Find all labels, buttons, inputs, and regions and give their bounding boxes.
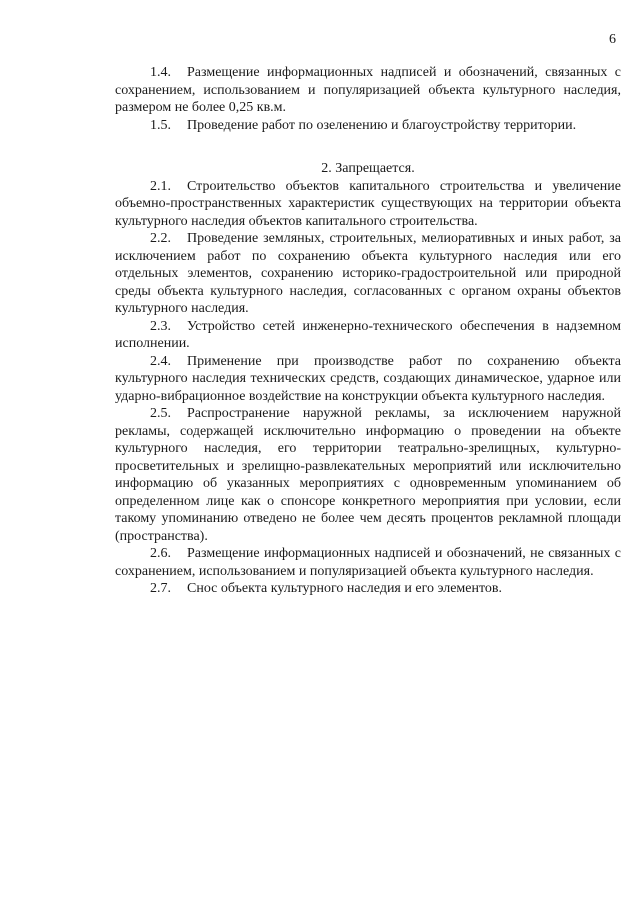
item-text: Устройство сетей инженерно-технического обеспечения в надземном исполнении. <box>115 318 621 351</box>
list-item <box>115 178 621 231</box>
document-body <box>115 64 621 598</box>
item-text: Размещение информационных надписей и обозначений, связанных с сохранением, использованием и популяризацией объекта культурного наследия, размером не более 0,25 кв.м. <box>115 65 621 115</box>
page-number: 6 <box>609 32 616 47</box>
item-number: 2.7. <box>150 581 171 596</box>
item-number: 2.6. <box>150 546 171 561</box>
item-number: 1.4. <box>150 65 171 80</box>
item-number: 2.4. <box>150 353 171 369</box>
list-item <box>115 318 621 353</box>
list-item <box>115 230 621 318</box>
item-number: 2.2. <box>150 231 171 246</box>
list-item <box>115 580 621 598</box>
item-text: Проведение земляных, строительных, мелиоративных и иных работ, за исключением работ по сохранению объекта культурного наследия или его отдельных элементов, сохранению историко-градостроительной или природной среды объекта культурного наследия, согласованных с органом охраны объектов культурного наследия. <box>115 231 621 316</box>
list-item <box>115 64 621 117</box>
item-text: Проведение работ по озеленению и благоустройству территории. <box>187 117 577 133</box>
list-item <box>115 353 621 406</box>
item-text: Строительство объектов капитального строительства и увеличение объемно-пространственных характеристик существующих на территории объекта культурного наследия объектов капитального строительства. <box>115 178 621 229</box>
list-item <box>115 545 621 580</box>
item-text: Снос объекта культурного наследия и его элементов. <box>187 581 503 596</box>
section-heading: 2. Запрещается. <box>321 161 415 176</box>
item-number: 2.3. <box>150 318 171 334</box>
item-number: 2.1. <box>150 178 171 194</box>
item-text: Размещение информационных надписей и обозначений, не связанных с сохранением, использованием и популяризацией объекта культурного наследия. <box>115 546 621 579</box>
item-number: 1.5. <box>150 117 171 133</box>
item-text: Распространение наружной рекламы, за исключением наружной рекламы, содержащей исключительно информацию о проведении на объекте культурного наследия, его территории театрально-зрелищных, культурно-просветительных и зрелищно-развлекательных мероприятий или исключительно информацию об указанных мероприятиях с одновременным упоминанием об определенном лице как о спонсоре конкретного мероприятия при условии, если такому упоминанию отведено не более чем десять процентов рекламной площади (пространства). <box>115 406 621 544</box>
item-text: Применение при производстве работ по сохранению объекта культурного наследия технических средств, создающих динамическое, ударное или ударно-вибрационное воздействие на конструкции объекта культурного наследия. <box>115 353 621 404</box>
list-item <box>115 405 621 545</box>
item-number: 2.5. <box>150 406 171 421</box>
list-item <box>115 117 621 135</box>
